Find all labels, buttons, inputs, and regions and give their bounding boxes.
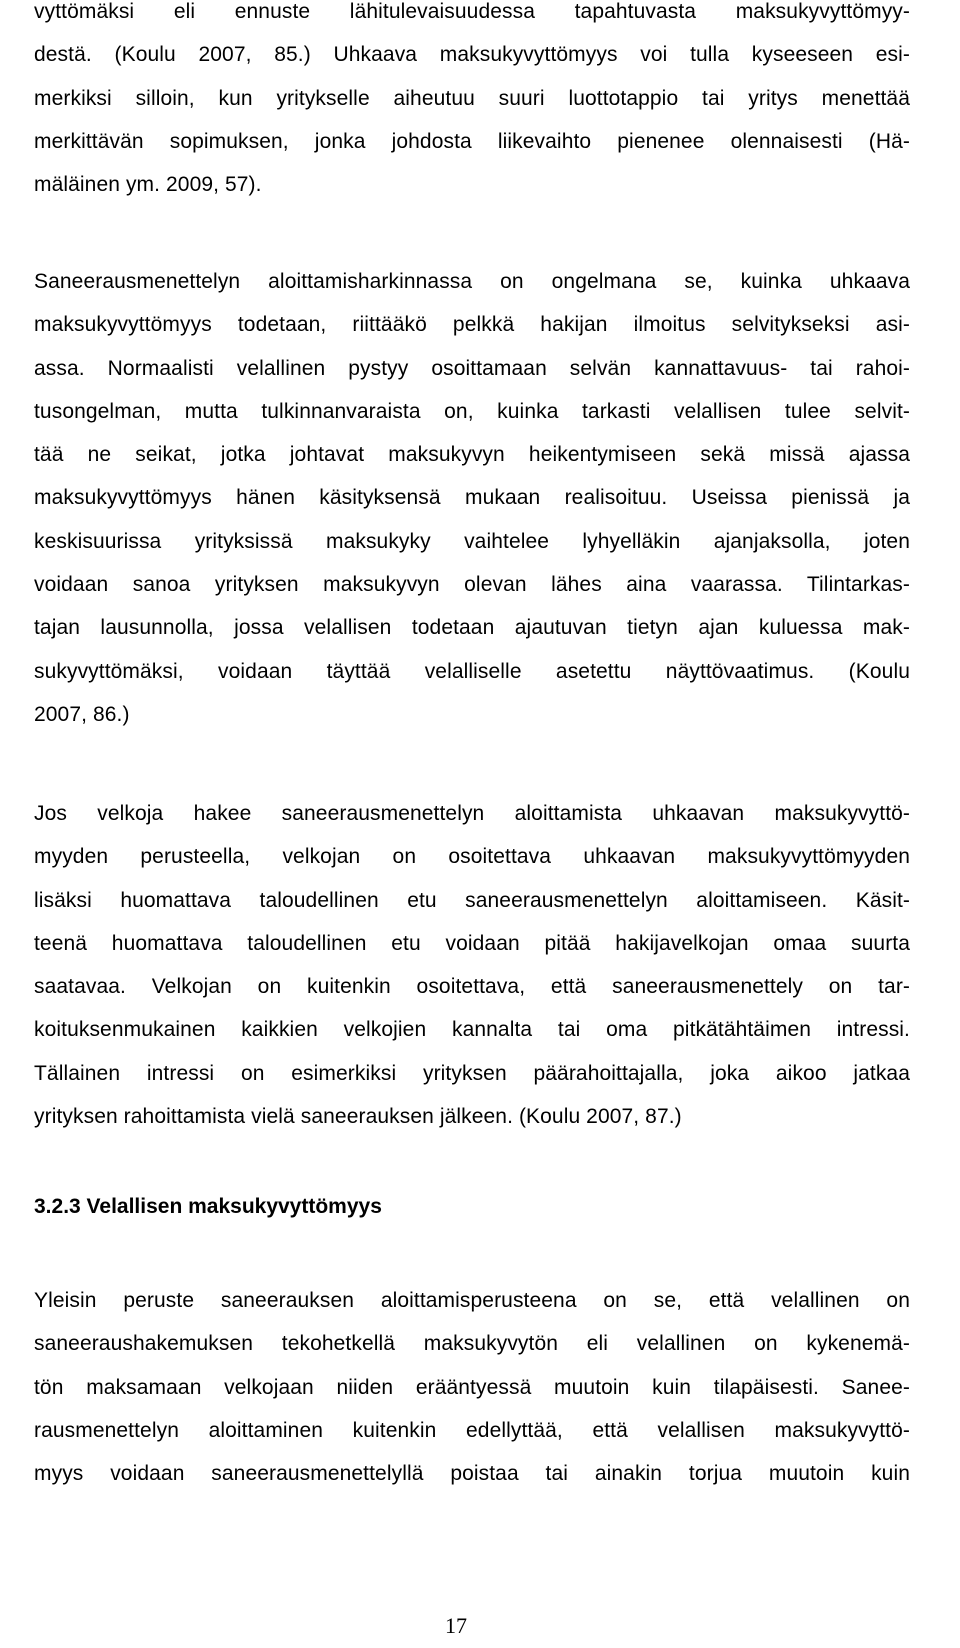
text-line: saatavaa. Velkojan on kuitenkin osoitettava, että saneerausmenettely on tar- [34, 975, 910, 999]
text-line: sukyvyttömäksi, voidaan täyttää velalliselle asetettu näyttövaatimus. (Koulu [34, 659, 910, 683]
text-line: maksukyvyttömyys hänen käsityksensä mukaan realisoituu. Useissa pienissä ja [34, 486, 910, 510]
text-line: tusongelman, mutta tulkinnanvaraista on, kuinka tarkasti velallisen tulee selvit- [34, 399, 910, 423]
text-line: Tällainen intressi on esimerkiksi yrityksen päärahoittajalla, joka aikoo jatkaa [34, 1061, 910, 1085]
text-line: myys voidaan saneerausmenettelyllä poistaa tai ainakin torjua muutoin kuin [34, 1462, 910, 1486]
section-heading: 3.2.3 Velallisen maksukyvyttömyys [34, 1195, 382, 1218]
text-line: keskisuurissa yrityksissä maksukyky vaihtelee lyhyelläkin ajanjaksolla, joten [34, 529, 910, 553]
text-line: maksukyvyttömyys todetaan, riittääkö pelkkä hakijan ilmoitus selvitykseksi asi- [34, 313, 910, 337]
text-line: 2007, 86.) [34, 702, 130, 726]
text-line: assa. Normaalisti velallinen pystyy osoittamaan selvän kannattavuus- tai rahoi- [34, 356, 910, 380]
text-line: rausmenettelyn aloittaminen kuitenkin edellyttää, että velallisen maksukyvyttö- [34, 1418, 910, 1442]
text-line: voidaan sanoa yrityksen maksukyvyn olevan lähes aina vaarassa. Tilintarkas- [34, 573, 910, 597]
text-line: tää ne seikat, jotka johtavat maksukyvyn heikentymiseen sekä missä ajassa [34, 443, 910, 467]
paragraph-1 [34, 0, 910, 206]
paragraph-4 [34, 1279, 910, 1495]
text-line: yrityksen rahoittamista vielä saneerauksen jälkeen. (Koulu 2007, 87.) [34, 1105, 682, 1129]
text-line: Jos velkoja hakee saneerausmenettelyn aloittamista uhkaavan maksukyvyttö- [34, 802, 910, 825]
text-line: lisäksi huomattava taloudellinen etu saneerausmenettelyn aloittamiseen. Käsit- [34, 888, 910, 912]
paragraph-2 [34, 260, 910, 736]
text-line: tön maksamaan velkojaan niiden erääntyessä muutoin kuin tilapäisesti. Sanee- [34, 1375, 910, 1399]
text-line: saneeraushakemuksen tekohetkellä maksukyvytön eli velallinen on kykenemä- [34, 1332, 910, 1356]
text-line: koituksenmukainen kaikkien velkojien kannalta tai oma pitkätähtäimen intressi. [34, 1018, 910, 1042]
text-line: mäläinen ym. 2009, 57). [34, 173, 262, 197]
text-line: teenä huomattava taloudellinen etu voidaan pitää hakijavelkojan omaa suurta [34, 931, 910, 955]
text-line: Saneerausmenettelyn aloittamisharkinnassa on ongelmana se, kuinka uhkaava [34, 270, 910, 293]
text-line: merkittävän sopimuksen, jonka johdosta liikevaihto pienenee olennaisesti (Hä- [34, 129, 910, 153]
paragraph-3 [34, 792, 910, 1138]
text-line: destä. (Koulu 2007, 85.) Uhkaava maksukyvyttömyys voi tulla kyseeseen esi- [34, 43, 910, 67]
page-number: 17 [445, 1613, 467, 1638]
text-line: merkiksi silloin, kun yritykselle aiheutuu suuri luottotappio tai yritys menettää [34, 86, 910, 110]
text-line: tajan lausunnolla, jossa velallisen todetaan ajautuvan tietyn ajan kuluessa mak- [34, 616, 910, 640]
text-line: myyden perusteella, velkojan on osoitettava uhkaavan maksukyvyttömyyden [34, 845, 910, 869]
text-line: vyttömäksi eli ennuste lähitulevaisuudessa tapahtuvasta maksukyvyttömyy- [34, 0, 910, 23]
text-line: Yleisin peruste saneerauksen aloittamisperusteena on se, että velallinen on [34, 1289, 910, 1312]
